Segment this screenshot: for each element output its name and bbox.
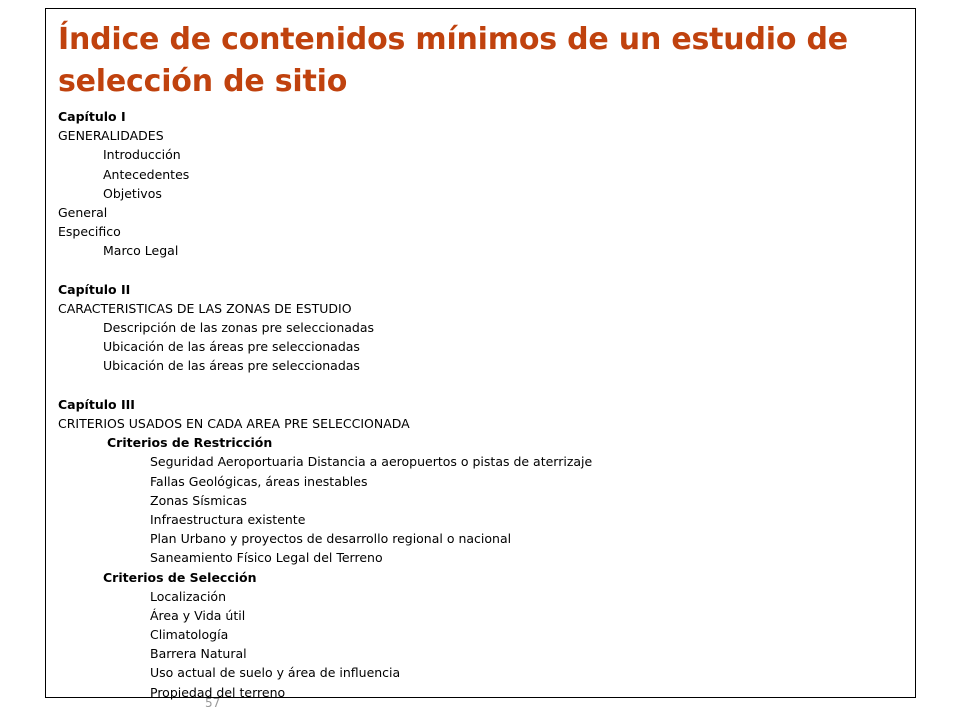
selection-criteria-heading: Criterios de Selección bbox=[103, 569, 257, 585]
page-number: 57 bbox=[205, 696, 221, 710]
toc-item: Localización bbox=[150, 588, 227, 604]
toc-item: Zonas Sísmicas bbox=[150, 492, 247, 508]
chapter-3-subtitle: CRITERIOS USADOS EN CADA AREA PRE SELECCIONADA bbox=[58, 416, 410, 431]
toc-item: Infraestructura existente bbox=[150, 511, 306, 527]
toc-item: Propiedad del terreno bbox=[150, 684, 286, 700]
toc-item: Barrera Natural bbox=[150, 646, 247, 662]
toc-item: Introducción bbox=[103, 147, 181, 163]
toc-item: Plan Urbano y proyectos de desarrollo regional o nacional bbox=[150, 531, 512, 547]
toc-item: Saneamiento Físico Legal del Terreno bbox=[150, 550, 383, 566]
toc-item: Fallas Geológicas, áreas inestables bbox=[150, 473, 368, 489]
chapter-2-subtitle: CARACTERISTICAS DE LAS ZONAS DE ESTUDIO bbox=[58, 300, 352, 316]
toc-item: Antecedentes bbox=[103, 166, 190, 182]
spacer bbox=[58, 376, 905, 395]
toc-item: Seguridad Aeroportuaria Distancia a aeropuertos o pistas de aterrizaje bbox=[150, 454, 593, 470]
chapter-1-heading: Capítulo I bbox=[58, 109, 126, 124]
toc-item: Descripción de las zonas pre seleccionadas bbox=[103, 320, 375, 336]
toc-item: Marco Legal bbox=[103, 243, 179, 259]
page-title: Índice de contenidos mínimos de un estudio de selección de sitio bbox=[58, 22, 848, 99]
toc-item: Especifico bbox=[58, 224, 121, 240]
slide-frame bbox=[45, 8, 916, 698]
toc-item: Área y Vida útil bbox=[150, 607, 246, 623]
toc-item: Climatología bbox=[150, 627, 229, 643]
restriction-criteria-heading: Criterios de Restricción bbox=[107, 435, 273, 451]
chapter-1-subtitle: GENERALIDADES bbox=[58, 128, 164, 144]
toc-item: Ubicación de las áreas pre seleccionadas bbox=[103, 358, 360, 374]
chapter-2-heading: Capítulo II bbox=[58, 281, 131, 297]
chapter-3-heading: Capítulo III bbox=[58, 396, 135, 412]
toc-item: General bbox=[58, 204, 108, 220]
toc-item: Objetivos bbox=[103, 185, 162, 201]
toc-item: Ubicación de las áreas pre seleccionadas bbox=[103, 339, 360, 355]
spacer bbox=[58, 261, 905, 280]
toc-item: Uso actual de suelo y área de influencia bbox=[150, 665, 401, 681]
toc-content bbox=[58, 19, 905, 702]
